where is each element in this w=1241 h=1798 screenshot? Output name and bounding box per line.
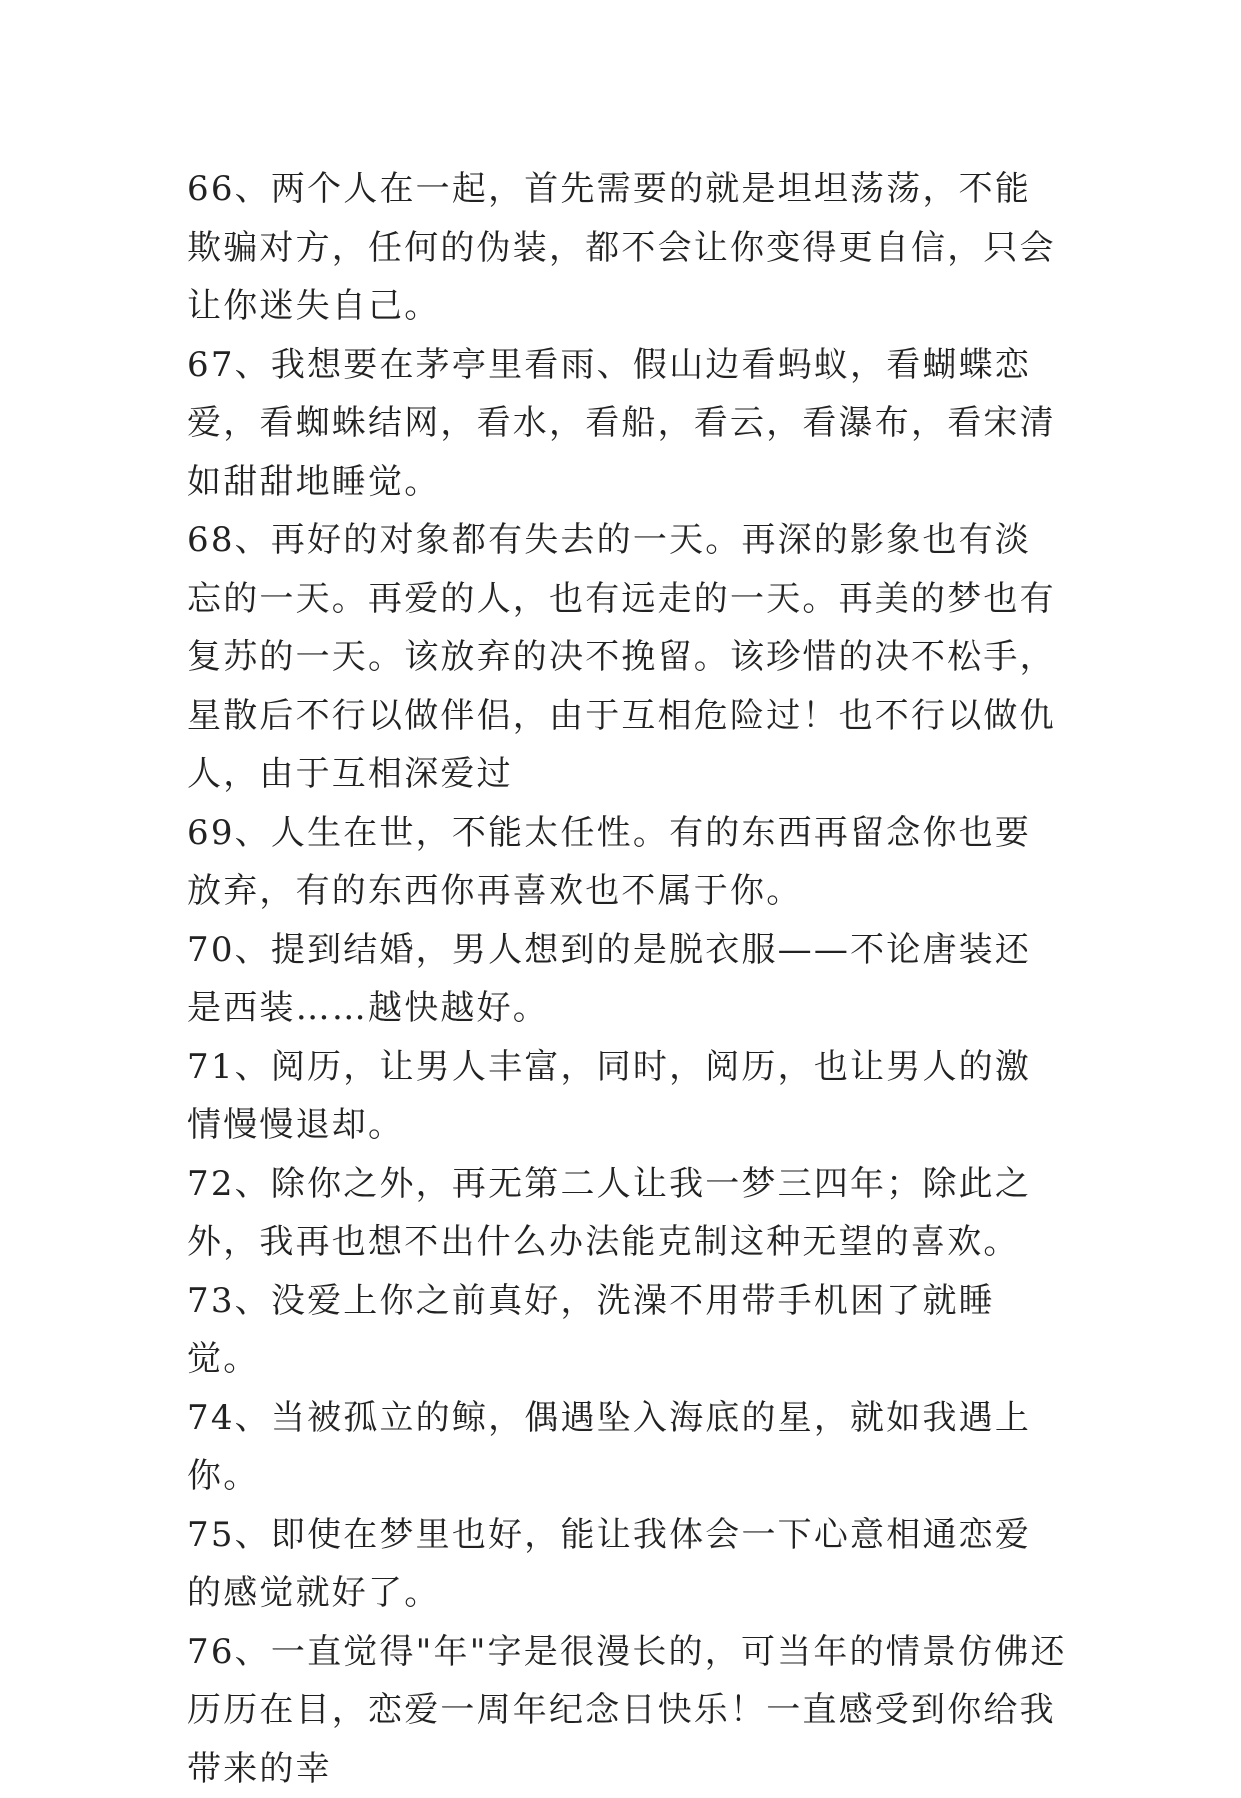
quote-entry-76: 76、一直觉得"年"字是很漫长的，可当年的情景仿佛还历历在目，恋爱一周年纪念日快乐！一直感受到你给我带来的幸 <box>187 1623 1067 1798</box>
quote-entry-73: 73、没爱上你之前真好，洗澡不用带手机困了就睡觉。 <box>187 1272 1067 1389</box>
quote-entry-67: 67、我想要在茅亭里看雨、假山边看蚂蚁，看蝴蝶恋爱，看蜘蛛结网，看水，看船，看云，看瀑布，看宋清如甜甜地睡觉。 <box>187 336 1067 512</box>
quote-entry-69: 69、人生在世，不能太任性。有的东西再留念你也要放弃，有的东西你再喜欢也不属于你。 <box>187 804 1067 921</box>
quote-entry-66: 66、两个人在一起，首先需要的就是坦坦荡荡，不能欺骗对方，任何的伪装，都不会让你变得更自信，只会让你迷失自己。 <box>187 160 1067 336</box>
quote-list <box>187 160 1067 1798</box>
quote-entry-75: 75、即使在梦里也好，能让我体会一下心意相通恋爱的感觉就好了。 <box>187 1506 1067 1623</box>
quote-entry-74: 74、当被孤立的鲸，偶遇坠入海底的星，就如我遇上你。 <box>187 1389 1067 1506</box>
quote-entry-68: 68、再好的对象都有失去的一天。再深的影象也有淡忘的一天。再爱的人，也有远走的一天。再美的梦也有复苏的一天。该放弃的决不挽留。该珍惜的决不松手，星散后不行以做伴侣，由于互相危险过！也不行以做仇人，由于互相深爱过 <box>187 511 1067 804</box>
quote-entry-71: 71、阅历，让男人丰富，同时，阅历，也让男人的激情慢慢退却。 <box>187 1038 1067 1155</box>
quote-entry-70: 70、提到结婚，男人想到的是脱衣服——不论唐装还是西装……越快越好。 <box>187 921 1067 1038</box>
quote-entry-72: 72、除你之外，再无第二人让我一梦三四年；除此之外，我再也想不出什么办法能克制这种无望的喜欢。 <box>187 1155 1067 1272</box>
